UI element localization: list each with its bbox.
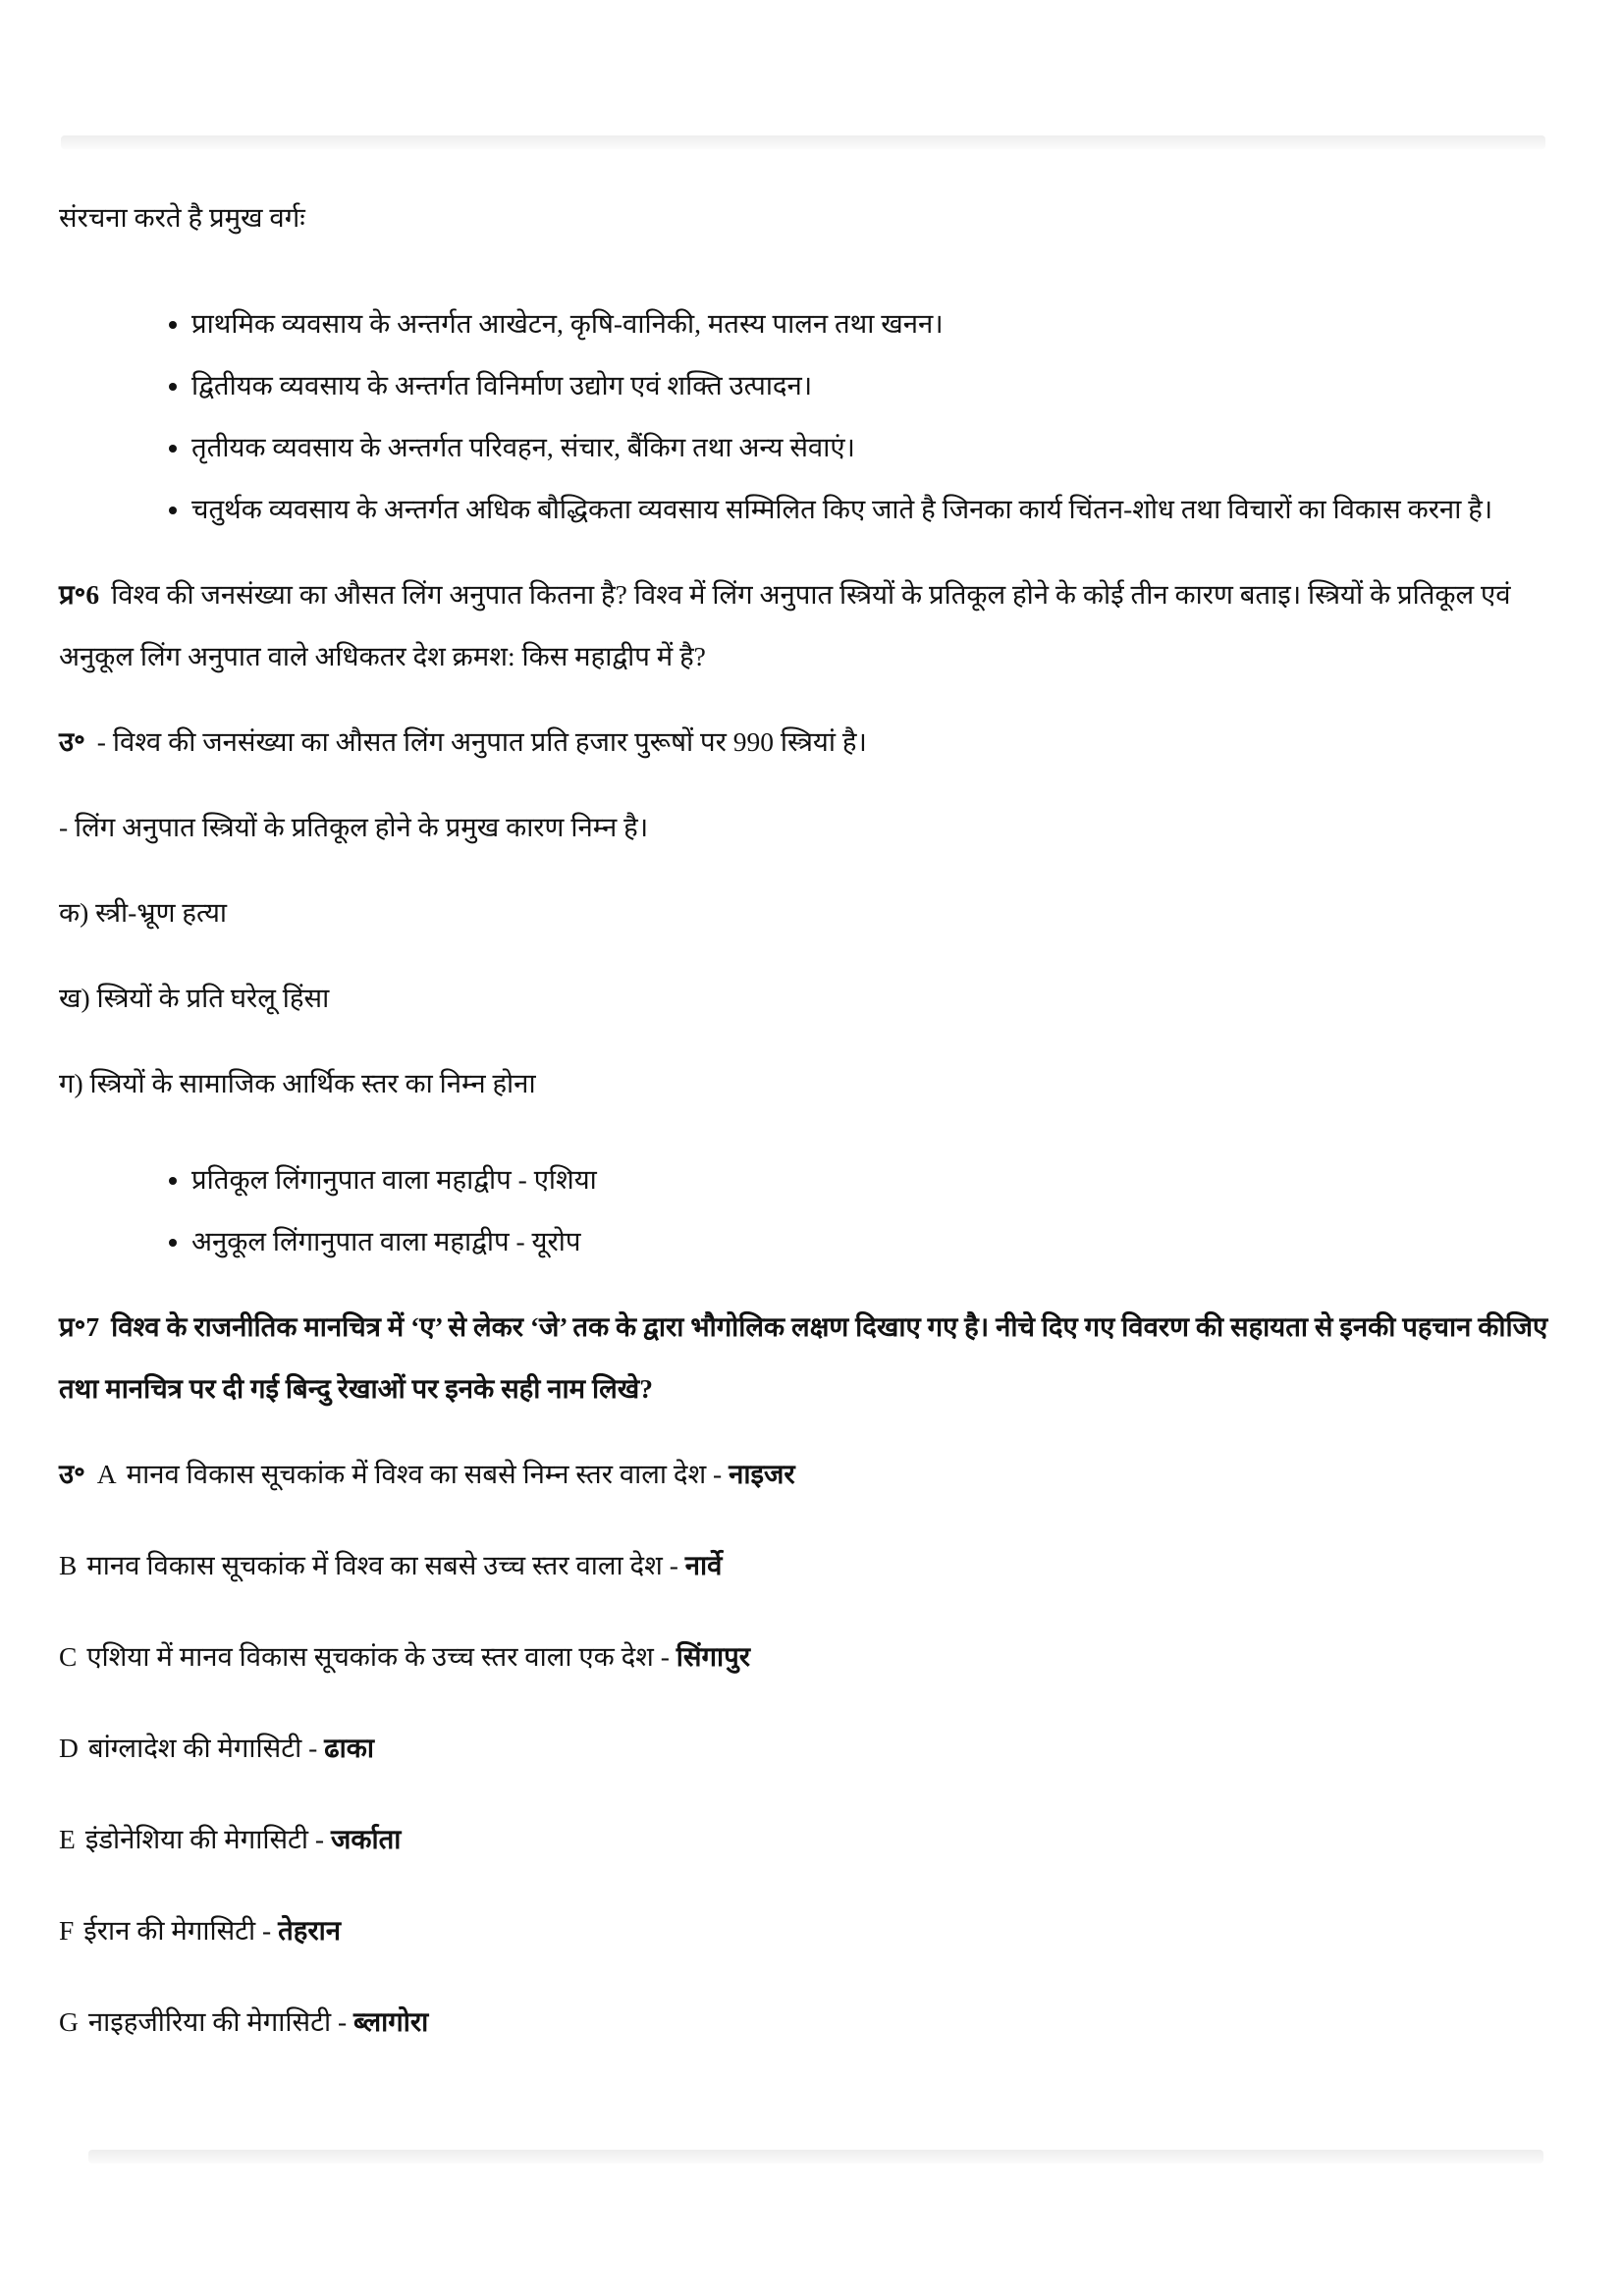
- answer-letter: F: [59, 1915, 75, 1946]
- answer-prefix: उ॰: [59, 726, 85, 757]
- occupation-item: • तृतीयक व्यवसाय के अन्तर्गत परिवहन, संचार, बैंकिग तथा अन्य सेवाएं।: [191, 416, 1566, 478]
- section-divider-top: [61, 135, 1545, 149]
- answer-letter: B: [59, 1550, 78, 1580]
- question-7: [59, 1296, 1566, 1419]
- answer-letter: D: [59, 1733, 79, 1763]
- occupation-list: [59, 293, 1566, 540]
- answer-highlight: ढाका: [324, 1733, 375, 1763]
- q7-answer-row: [59, 1626, 1566, 1687]
- occupation-item: • प्राथमिक व्यवसाय के अन्तर्गत आखेटन, कृषि-वानिकी, मतस्य पालन तथा खनन।: [191, 293, 1566, 354]
- continent-item: • प्रतिकूल लिंगानुपात वाला महाद्वीप - एशिया: [191, 1148, 1566, 1210]
- q7-answer-row: [59, 1808, 1566, 1870]
- intro-text: संरचना करते है प्रमुख वर्गः: [59, 202, 305, 233]
- q7-answer-row: [59, 1991, 1566, 2053]
- question-7-text: विश्व के राजनीतिक मानचित्र में ‘ए’ से लेकर ‘जे’ तक के द्वारा भौगोलिक लक्षण दिखाए गए है। नीचे दिए गए विवरण की सहायता से इनकी पहचान कीजिए तथा मानचित्र पर दी गई बिन्दु रेखाओं पर इनके सही नाम लिखे?: [59, 1311, 1548, 1404]
- occupation-item: • द्वितीयक व्यवसाय के अन्तर्गत विनिर्माण उद्योग एवं शक्ति उत्पादन।: [191, 354, 1566, 416]
- answer-highlight: ब्लागोरा: [352, 2006, 429, 2037]
- answer-highlight: नाइजर: [729, 1459, 795, 1489]
- answer-highlight: सिंगापुर: [676, 1641, 750, 1672]
- answer-highlight: तेहरान: [278, 1915, 341, 1946]
- document-body: [59, 187, 1566, 2082]
- answer-text: ईरान की मेगासिटी -: [83, 1915, 279, 1946]
- answer-letter: A: [96, 1459, 117, 1489]
- q6-answer-line: [59, 711, 1566, 773]
- answer-text: बांग्लादेश की मेगासिटी -: [87, 1733, 325, 1763]
- answer-text: एशिया में मानव विकास सूचकांक के उच्च स्तर वाला एक देश -: [86, 1641, 676, 1672]
- q6-answer-text: - विश्व की जनसंख्या का औसत लिंग अनुपात प्रति हजार पुरूषों पर 990 स्त्रियां है।: [96, 726, 867, 757]
- answer-letter: G: [59, 2006, 79, 2037]
- q7-answer-row: [59, 1899, 1566, 1961]
- answer-prefix: उ॰: [59, 1459, 85, 1489]
- q6-answer-point: क) स्त्री-भ्रूण हत्या: [59, 897, 228, 928]
- continent-item: • अनुकूल लिंगानुपात वाला महाद्वीप - यूरोप: [191, 1210, 1566, 1272]
- question-6-text: विश्व की जनसंख्या का औसत लिंग अनुपात कितना है? विश्व में लिंग अनुपात स्त्रियों के प्रतिकूल होने के कोई तीन कारण बताइ। स्त्रियों के प्रतिकूल एवं अनुकूल लिंग अनुपात वाले अधिकतर देश क्रमश: किस महाद्वीप में है?: [59, 579, 1511, 671]
- section-divider-bottom: [88, 2150, 1543, 2163]
- answer-text: इंडोनेशिया की मेगासिटी -: [84, 1824, 331, 1854]
- q6-answer-point: ग) स्त्रियों के सामाजिक आर्थिक स्तर का निम्न होना: [59, 1068, 536, 1098]
- answer-highlight: नार्वे: [684, 1550, 723, 1580]
- answer-letter: C: [59, 1641, 78, 1672]
- q6-reason-intro: - लिंग अनुपात स्त्रियों के प्रतिकूल होने के प्रमुख कारण निम्न है।: [59, 812, 649, 842]
- occupation-item: • चतुर्थक व्यवसाय के अन्तर्गत अधिक बौद्धिकता व्यवसाय सम्मिलित किए जाते है जिनका कार्य चिंतन-शोध तथा विचारों का विकास करना है।: [191, 478, 1566, 540]
- q7-answer-row: [59, 1717, 1566, 1779]
- q6-answer-point: ख) स्त्रियों के प्रति घरेलू हिंसा: [59, 983, 330, 1013]
- q7-answer-row: [59, 1443, 1566, 1505]
- answer-text: मानव विकास सूचकांक में विश्व का सबसे निम्न स्तर वाला देश -: [126, 1459, 730, 1489]
- question-6: [59, 563, 1566, 687]
- answer-text: नाइहजीरिया की मेगासिटी -: [87, 2006, 353, 2037]
- answer-text: मानव विकास सूचकांक में विश्व का सबसे उच्च स्तर वाला देश -: [86, 1550, 685, 1580]
- continent-list: [59, 1148, 1566, 1272]
- question-6-label: प्र॰6: [59, 579, 100, 610]
- question-7-label: प्र॰7: [59, 1311, 100, 1342]
- answer-letter: E: [59, 1824, 76, 1854]
- answer-highlight: जर्काता: [330, 1824, 402, 1854]
- q7-answer-row: [59, 1534, 1566, 1596]
